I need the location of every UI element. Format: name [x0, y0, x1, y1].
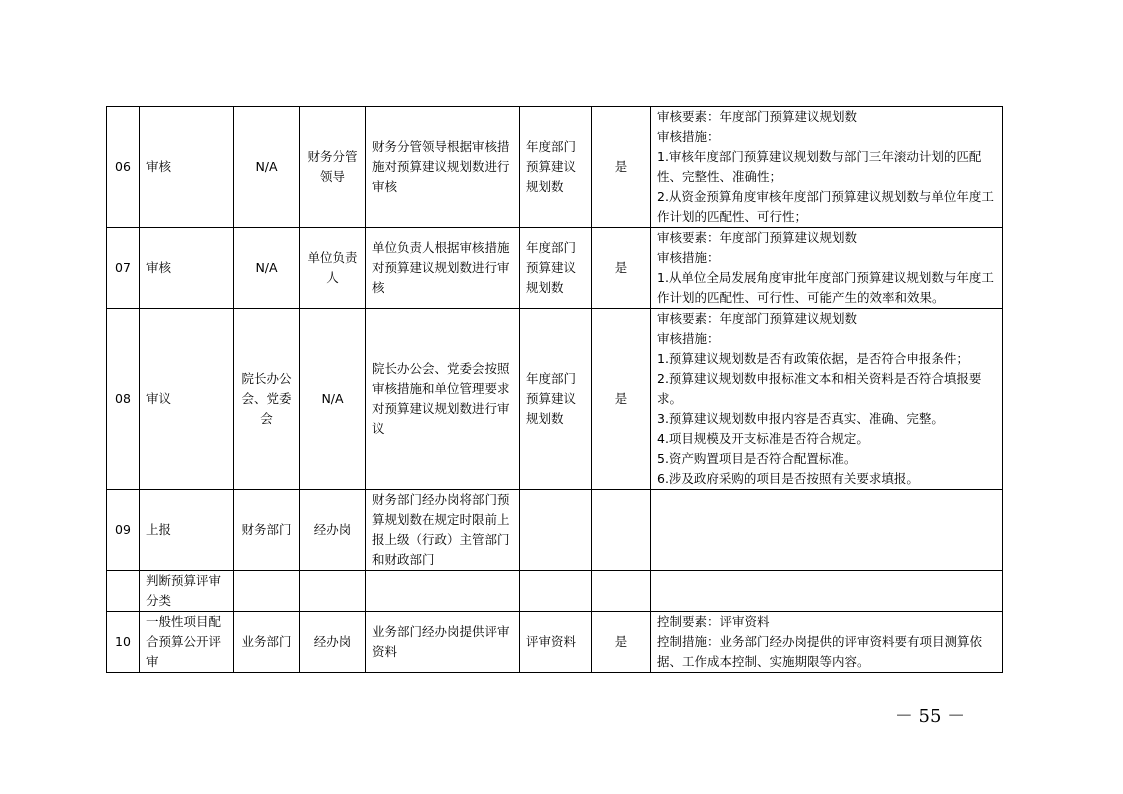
control-line: 2.从资金预算角度审核年度部门预算建议规划数与单位年度工作计划的匹配性、可行性；	[657, 189, 994, 224]
control-line: 审核措施：	[657, 331, 720, 346]
step-number: 07	[107, 228, 140, 309]
step-description: 业务部门经办岗提供评审资料	[366, 612, 520, 673]
step-name: 一般性项目配合预算公开评审	[140, 612, 234, 673]
table-row	[107, 107, 1003, 228]
output-document: 年度部门预算建议规划数	[520, 107, 592, 228]
table-row	[107, 490, 1003, 571]
control-measures	[651, 612, 1003, 673]
control-line: 审核要素：年度部门预算建议规划数	[657, 230, 858, 245]
step-description: 院长办公会、党委会按照审核措施和单位管理要求对预算建议规划数进行审议	[366, 309, 520, 490]
control-line: 4.项目规模及开支标准是否符合规定。	[657, 431, 869, 446]
step-number: 10	[107, 612, 140, 673]
step-number: 06	[107, 107, 140, 228]
output-document: 年度部门预算建议规划数	[520, 309, 592, 490]
department: N/A	[234, 228, 300, 309]
control-measures	[651, 309, 1003, 490]
control-line: 审核措施：	[657, 129, 720, 144]
control-measures	[651, 571, 1003, 612]
role	[300, 571, 366, 612]
step-name: 审议	[140, 309, 234, 490]
control-line: 控制措施：业务部门经办岗提供的评审资料要有项目测算依据、工作成本控制、实施期限等内容。	[657, 634, 983, 669]
key-control-flag	[592, 571, 651, 612]
step-number: 09	[107, 490, 140, 571]
control-measures	[651, 107, 1003, 228]
output-document	[520, 490, 592, 571]
output-document: 评审资料	[520, 612, 592, 673]
step-number: 08	[107, 309, 140, 490]
department: N/A	[234, 107, 300, 228]
step-name: 判断预算评审分类	[140, 571, 234, 612]
step-name: 上报	[140, 490, 234, 571]
control-measures	[651, 490, 1003, 571]
control-line: 5.资产购置项目是否符合配置标准。	[657, 451, 857, 466]
step-description: 财务分管领导根据审核措施对预算建议规划数进行审核	[366, 107, 520, 228]
department: 院长办公会、党委会	[234, 309, 300, 490]
output-document: 年度部门预算建议规划数	[520, 228, 592, 309]
key-control-flag: 是	[592, 309, 651, 490]
department: 财务部门	[234, 490, 300, 571]
control-line: 1.预算建议规划数是否有政策依据，是否符合申报条件；	[657, 351, 969, 366]
role: N/A	[300, 309, 366, 490]
table-row	[107, 571, 1003, 612]
step-description: 财务部门经办岗将部门预算规划数在规定时限前上报上级（行政）主管部门和财政部门	[366, 490, 520, 571]
control-line: 2.预算建议规划数申报标准文本和相关资料是否符合填报要求。	[657, 371, 982, 406]
control-line: 1.审核年度部门预算建议规划数与部门三年滚动计划的匹配性、完整性、准确性；	[657, 149, 982, 184]
control-line: 3.预算建议规划数申报内容是否真实、准确、完整。	[657, 411, 944, 426]
key-control-flag: 是	[592, 107, 651, 228]
control-measures	[651, 228, 1003, 309]
step-name: 审核	[140, 107, 234, 228]
output-document	[520, 571, 592, 612]
step-description	[366, 571, 520, 612]
department	[234, 571, 300, 612]
process-table	[106, 106, 1003, 673]
step-description: 单位负责人根据审核措施对预算建议规划数进行审核	[366, 228, 520, 309]
key-control-flag: 是	[592, 612, 651, 673]
control-line: 审核要素：年度部门预算建议规划数	[657, 109, 858, 124]
control-line: 1.从单位全局发展角度审批年度部门预算建议规划数与年度工作计划的匹配性、可行性、可能产生的效率和效果。	[657, 270, 994, 305]
role: 单位负责人	[300, 228, 366, 309]
role: 经办岗	[300, 612, 366, 673]
key-control-flag	[592, 490, 651, 571]
control-line: 控制要素：评审资料	[657, 614, 770, 629]
control-line: 6.涉及政府采购的项目是否按照有关要求填报。	[657, 471, 919, 486]
step-name: 审核	[140, 228, 234, 309]
role: 财务分管领导	[300, 107, 366, 228]
department: 业务部门	[234, 612, 300, 673]
control-line: 审核要素：年度部门预算建议规划数	[657, 311, 858, 326]
step-number	[107, 571, 140, 612]
table-row	[107, 228, 1003, 309]
table-row	[107, 612, 1003, 673]
page-number: － 55 －	[894, 706, 966, 727]
control-line: 审核措施：	[657, 250, 720, 265]
key-control-flag: 是	[592, 228, 651, 309]
table-row	[107, 309, 1003, 490]
role: 经办岗	[300, 490, 366, 571]
